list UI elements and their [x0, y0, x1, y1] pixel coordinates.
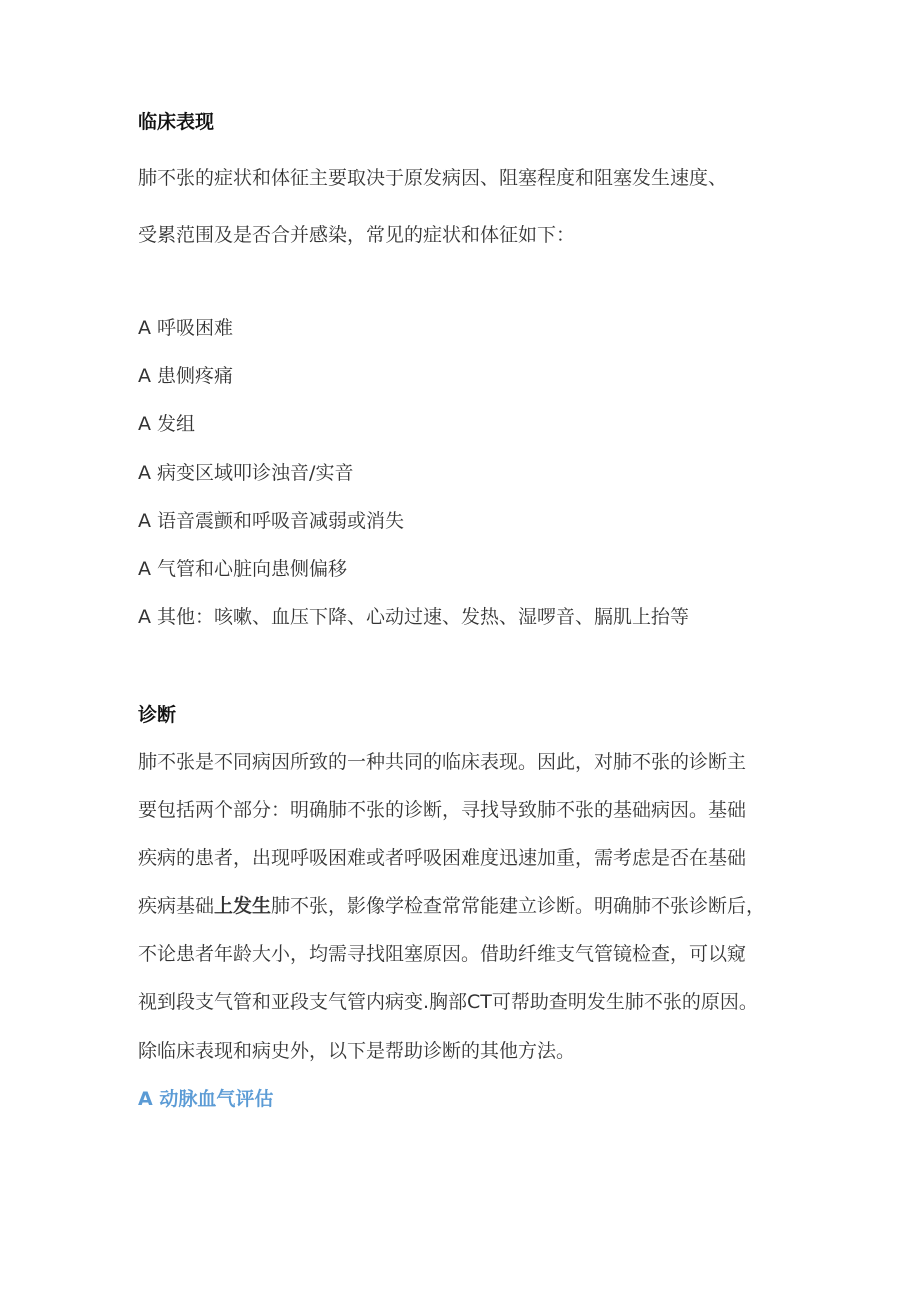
diagnosis-line-part: 肺不张，影像学检查常常能建立诊断。明确肺不张诊断后，: [271, 895, 766, 917]
section-title-diagnosis: 诊断: [138, 704, 177, 726]
subheading-blood-gas: A 动脉血气评估: [138, 1088, 274, 1110]
diagnosis-line: 疾病的患者，出现呼吸困难或者呼吸困难度迅速加重，需考虑是否在基础: [138, 847, 747, 869]
diagnosis-line: 视到段支气管和亚段支气管内病变.胸部CT可帮助查明发生肺不张的原因。: [138, 991, 758, 1013]
diagnosis-line: 肺不张是不同病因所致的一种共同的临床表现。因此，对肺不张的诊断主: [138, 751, 747, 773]
intro-line-1: 肺不张的症状和体征主要取决于原发病因、阻塞程度和阻塞发生速度、: [138, 167, 728, 189]
symptom-item: A 气管和心脏向患侧偏移: [138, 558, 348, 580]
diagnosis-line: 不论患者年龄大小，均需寻找阻塞原因。借助纤维支气管镜检查，可以窥: [138, 943, 747, 965]
diagnosis-line-bold: 上发生: [214, 895, 272, 917]
section-title-clinical: 临床表现: [138, 111, 215, 133]
symptom-item: A 语音震颤和呼吸音减弱或消失: [138, 510, 405, 532]
symptom-item: A 患侧疼痛: [138, 365, 234, 387]
symptom-item: A 发组: [138, 413, 196, 435]
symptom-item: A 其他：咳嗽、血压下降、心动过速、发热、湿啰音、膈肌上抬等: [138, 606, 690, 628]
symptom-item: A 病变区域叩诊浊音/实音: [138, 462, 354, 484]
diagnosis-line-part: 疾病基础: [138, 895, 215, 917]
diagnosis-line: 除临床表现和病史外，以下是帮助诊断的其他方法。: [138, 1040, 576, 1062]
diagnosis-line-mixed: [138, 894, 765, 918]
diagnosis-line: 要包括两个部分：明确肺不张的诊断，寻找导致肺不张的基础病因。基础: [138, 799, 747, 821]
symptom-item: A 呼吸困难: [138, 317, 234, 339]
intro-line-2: 受累范围及是否合并感染，常见的症状和体征如下：: [138, 224, 576, 246]
